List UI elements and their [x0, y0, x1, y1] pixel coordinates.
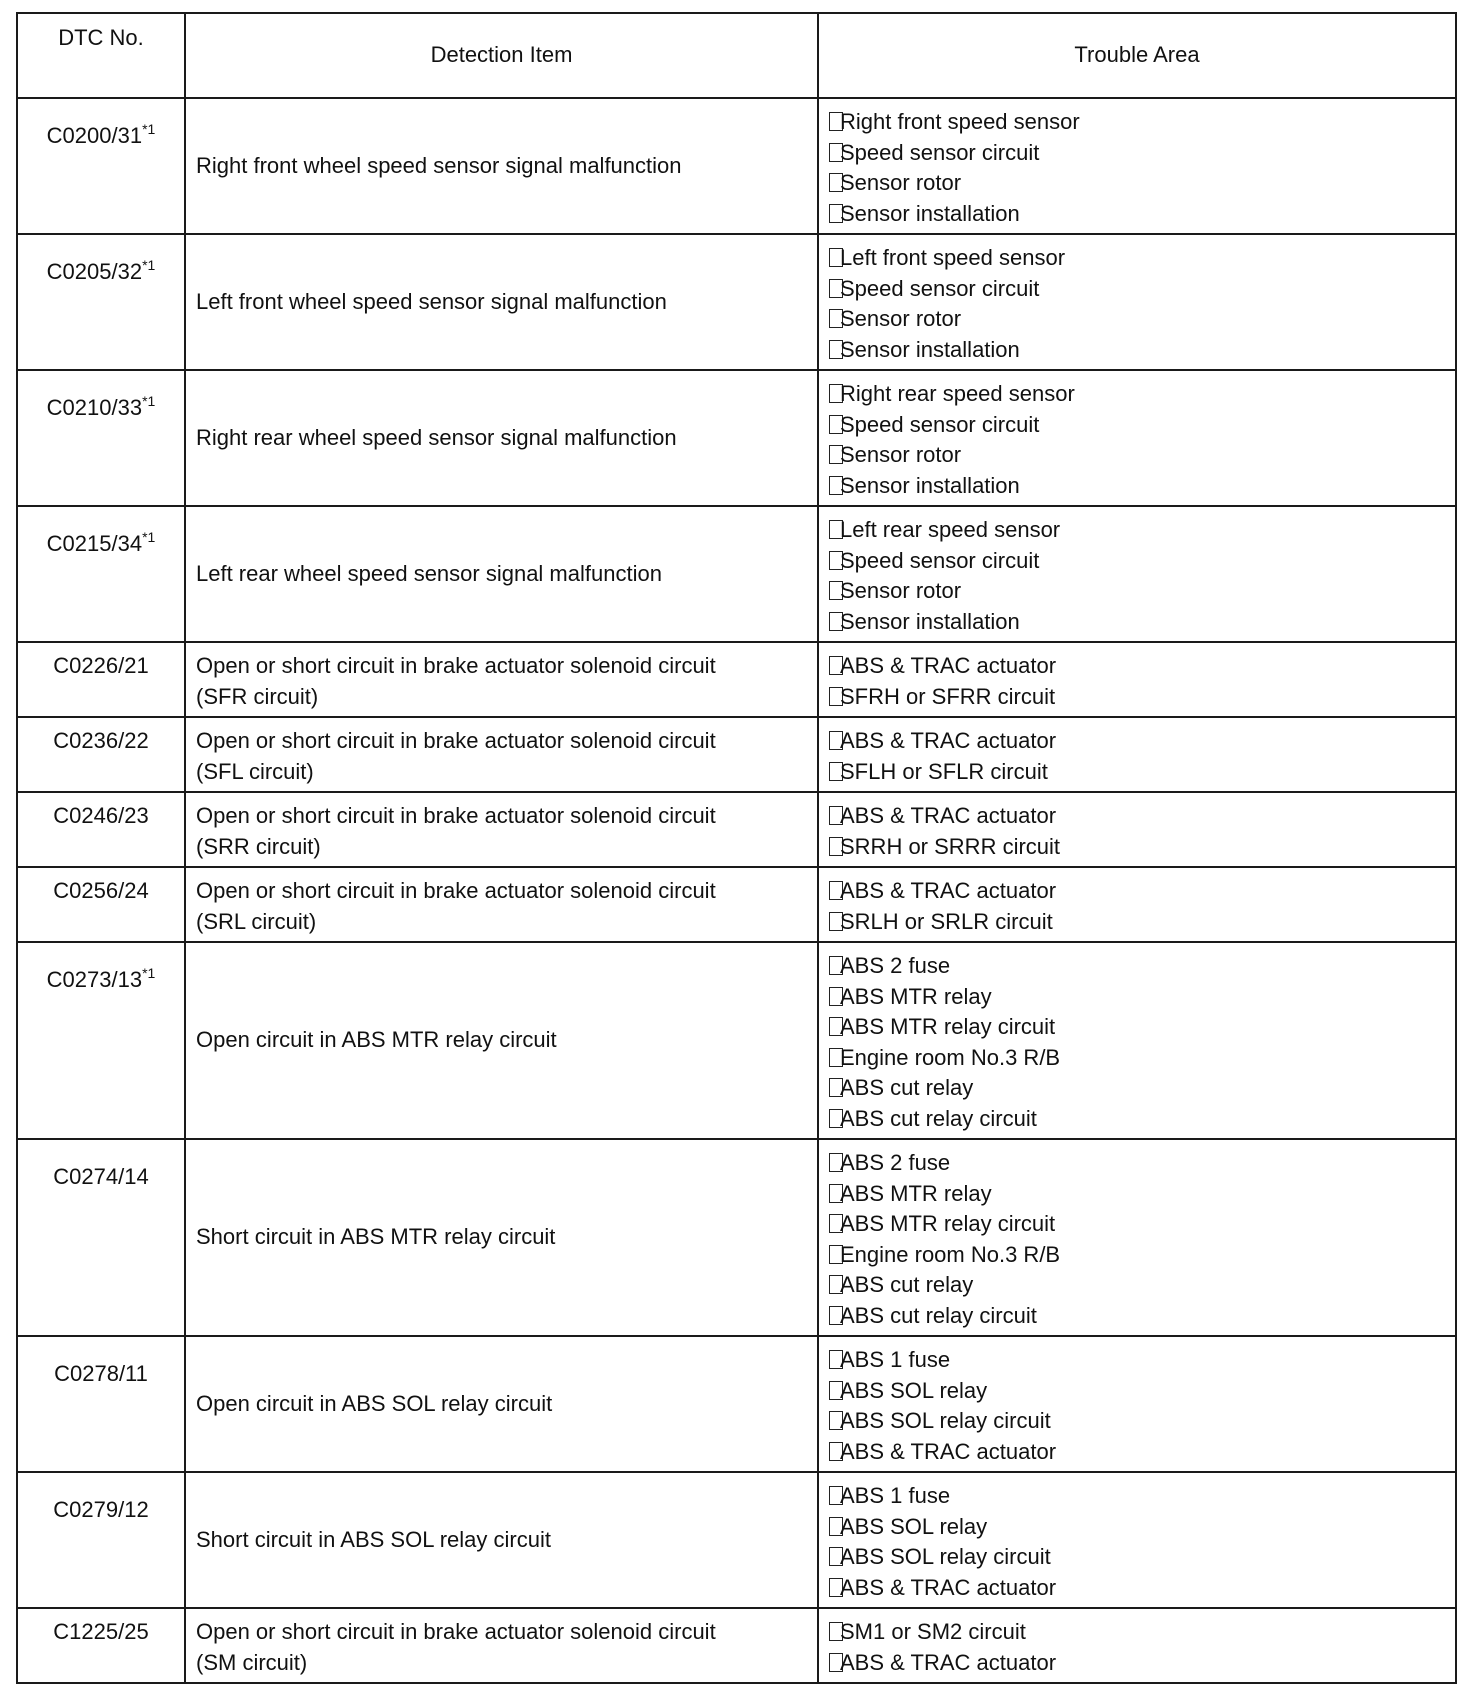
dtc-cell — [17, 717, 185, 792]
dtc-code: C0215/34 — [46, 531, 143, 556]
trouble-area-item — [829, 1240, 1445, 1271]
trouble-area-text: ABS SOL relay circuit — [840, 1408, 1051, 1433]
dtc-cell — [17, 1608, 185, 1683]
trouble-area-cell — [818, 942, 1456, 1139]
trouble-area-cell — [818, 717, 1456, 792]
dtc-table — [16, 12, 1457, 1684]
detection-item-cell — [185, 867, 818, 942]
trouble-area-item — [829, 682, 1445, 713]
trouble-area-text: Sensor rotor — [840, 306, 962, 331]
trouble-area-text: Engine room No.3 R/B — [840, 1241, 1061, 1267]
trouble-area-item — [829, 1542, 1445, 1573]
trouble-area-text: Right rear speed sensor — [840, 381, 1075, 406]
trouble-area-item — [829, 607, 1445, 638]
dtc-footnote-mark: *1 — [142, 393, 156, 409]
trouble-area-text: Sensor installation — [840, 336, 1020, 362]
trouble-area-text: ABS 1 fuse — [840, 1347, 951, 1372]
table-header-row — [17, 13, 1456, 98]
trouble-area-text: ABS cut relay — [840, 1075, 974, 1100]
trouble-area-item — [829, 1148, 1445, 1179]
table-row — [17, 792, 1456, 867]
trouble-area-text: ABS & TRAC actuator — [840, 1438, 1057, 1464]
detection-item-text: Open or short circuit in brake actuator solenoid circuit — [196, 653, 716, 678]
dtc-code: C0274/14 — [53, 1164, 149, 1189]
detection-item-cell — [185, 506, 818, 642]
trouble-area-text: ABS SOL relay circuit — [840, 1544, 1051, 1569]
trouble-area-text: SFLH or SFLR circuit — [840, 758, 1048, 784]
trouble-area-cell — [818, 867, 1456, 942]
dtc-code: C0200/31 — [46, 123, 143, 148]
detection-item-text: (SRR circuit) — [196, 833, 321, 859]
detection-item-cell — [185, 1336, 818, 1472]
detection-item-text: Open or short circuit in brake actuator solenoid circuit — [196, 803, 716, 828]
table-row — [17, 1608, 1456, 1683]
dtc-code: C0205/32 — [46, 259, 143, 284]
detection-item-text: (SM circuit) — [196, 1649, 308, 1675]
trouble-area-item — [829, 515, 1445, 546]
detection-item-text: (SFL circuit) — [196, 758, 314, 784]
detection-item-text: Open circuit in ABS SOL relay circuit — [196, 1390, 553, 1416]
trouble-area-item — [829, 1104, 1445, 1135]
trouble-area-item — [829, 1437, 1445, 1468]
detection-item-cell — [185, 98, 818, 234]
trouble-area-cell — [818, 506, 1456, 642]
detection-item-cell — [185, 1139, 818, 1336]
trouble-area-item — [829, 801, 1445, 832]
trouble-area-item — [829, 757, 1445, 788]
dtc-cell — [17, 234, 185, 370]
trouble-area-item — [829, 832, 1445, 863]
trouble-area-item — [829, 274, 1445, 305]
dtc-cell — [17, 867, 185, 942]
trouble-area-text: Sensor rotor — [840, 442, 962, 467]
detection-item-text: Right front wheel speed sensor signal malfunction — [196, 152, 682, 178]
trouble-area-text: SM1 or SM2 circuit — [840, 1619, 1026, 1644]
trouble-area-cell — [818, 234, 1456, 370]
table-row — [17, 1336, 1456, 1472]
trouble-area-item — [829, 1012, 1445, 1043]
trouble-area-item — [829, 1301, 1445, 1332]
trouble-area-item — [829, 199, 1445, 230]
trouble-area-item — [829, 335, 1445, 366]
dtc-code: C0236/22 — [53, 728, 149, 753]
detection-item-text: Short circuit in ABS SOL relay circuit — [196, 1526, 551, 1552]
dtc-cell — [17, 942, 185, 1139]
trouble-area-text: ABS 2 fuse — [840, 1150, 951, 1175]
trouble-area-item — [829, 107, 1445, 138]
trouble-area-item — [829, 440, 1445, 471]
header-detection-item: Detection Item — [185, 13, 818, 98]
trouble-area-item — [829, 726, 1445, 757]
detection-item-cell — [185, 1472, 818, 1608]
dtc-code: C0278/11 — [54, 1361, 148, 1386]
trouble-area-item — [829, 982, 1445, 1013]
trouble-area-item — [829, 379, 1445, 410]
dtc-cell — [17, 642, 185, 717]
trouble-area-item — [829, 138, 1445, 169]
detection-item-text: Open or short circuit in brake actuator solenoid circuit — [196, 728, 716, 753]
trouble-area-item — [829, 576, 1445, 607]
trouble-area-text: SFRH or SFRR circuit — [840, 683, 1056, 709]
trouble-area-item — [829, 1376, 1445, 1407]
table-row — [17, 1472, 1456, 1608]
trouble-area-item — [829, 876, 1445, 907]
detection-item-text: Open or short circuit in brake actuator solenoid circuit — [196, 1619, 716, 1644]
detection-item-text: Open circuit in ABS MTR relay circuit — [196, 1027, 557, 1053]
trouble-area-text: SRRH or SRRR circuit — [840, 833, 1061, 859]
trouble-area-text: ABS & TRAC actuator — [840, 878, 1057, 903]
trouble-area-item — [829, 1512, 1445, 1543]
dtc-footnote-mark: *1 — [142, 257, 156, 273]
trouble-area-text: Speed sensor circuit — [840, 411, 1040, 437]
table-row — [17, 506, 1456, 642]
trouble-area-item — [829, 1481, 1445, 1512]
table-row — [17, 234, 1456, 370]
trouble-area-text: Speed sensor circuit — [840, 139, 1040, 165]
detection-item-text: (SRL circuit) — [196, 908, 317, 934]
table-row — [17, 98, 1456, 234]
dtc-code: C1225/25 — [53, 1619, 149, 1644]
trouble-area-text: ABS MTR relay circuit — [840, 1014, 1056, 1039]
detection-item-cell — [185, 792, 818, 867]
dtc-footnote-mark: *1 — [142, 121, 156, 137]
trouble-area-text: Sensor installation — [840, 608, 1020, 634]
trouble-area-text: ABS & TRAC actuator — [840, 653, 1057, 678]
dtc-code: C0226/21 — [53, 653, 149, 678]
trouble-area-text: ABS & TRAC actuator — [840, 728, 1057, 753]
detection-item-cell — [185, 234, 818, 370]
trouble-area-cell — [818, 642, 1456, 717]
trouble-area-cell — [818, 1139, 1456, 1336]
trouble-area-item — [829, 907, 1445, 938]
trouble-area-text: Sensor rotor — [840, 578, 962, 603]
dtc-cell — [17, 1139, 185, 1336]
dtc-cell — [17, 370, 185, 506]
trouble-area-text: Engine room No.3 R/B — [840, 1044, 1061, 1070]
trouble-area-text: ABS & TRAC actuator — [840, 1649, 1057, 1675]
detection-item-text: Left rear wheel speed sensor signal malfunction — [196, 560, 662, 586]
header-dtc-no: DTC No. — [17, 13, 185, 98]
trouble-area-item — [829, 304, 1445, 335]
table-row — [17, 642, 1456, 717]
detection-item-cell — [185, 1608, 818, 1683]
trouble-area-text: Sensor rotor — [840, 170, 962, 195]
trouble-area-cell — [818, 1608, 1456, 1683]
trouble-area-text: ABS 1 fuse — [840, 1483, 951, 1508]
dtc-cell — [17, 792, 185, 867]
trouble-area-text: ABS MTR relay circuit — [840, 1211, 1056, 1236]
trouble-area-item — [829, 951, 1445, 982]
trouble-area-text: ABS cut relay circuit — [840, 1302, 1037, 1328]
dtc-code: C0210/33 — [46, 395, 143, 420]
trouble-area-item — [829, 1345, 1445, 1376]
trouble-area-text: ABS 2 fuse — [840, 953, 951, 978]
trouble-area-cell — [818, 98, 1456, 234]
trouble-area-cell — [818, 370, 1456, 506]
table-row — [17, 942, 1456, 1139]
trouble-area-text: ABS MTR relay — [840, 1180, 992, 1206]
trouble-area-text: ABS & TRAC actuator — [840, 1574, 1057, 1600]
detection-item-text: Right rear wheel speed sensor signal malfunction — [196, 424, 677, 450]
detection-item-text: Short circuit in ABS MTR relay circuit — [196, 1224, 556, 1250]
trouble-area-item — [829, 1073, 1445, 1104]
trouble-area-item — [829, 243, 1445, 274]
dtc-code: C0256/24 — [53, 878, 149, 903]
table-row — [17, 867, 1456, 942]
trouble-area-item — [829, 546, 1445, 577]
trouble-area-cell — [818, 792, 1456, 867]
table-row — [17, 1139, 1456, 1336]
trouble-area-text: Speed sensor circuit — [840, 275, 1040, 301]
trouble-area-text: SRLH or SRLR circuit — [840, 908, 1053, 934]
trouble-area-item — [829, 1648, 1445, 1679]
trouble-area-item — [829, 471, 1445, 502]
detection-item-text: Left front wheel speed sensor signal malfunction — [196, 288, 667, 314]
dtc-code: C0279/12 — [53, 1497, 149, 1522]
trouble-area-text: ABS SOL relay — [840, 1377, 988, 1403]
trouble-area-item — [829, 1406, 1445, 1437]
dtc-cell — [17, 1336, 185, 1472]
dtc-cell — [17, 98, 185, 234]
trouble-area-item — [829, 1043, 1445, 1074]
dtc-code: C0273/13 — [46, 967, 143, 992]
trouble-area-cell — [818, 1472, 1456, 1608]
trouble-area-item — [829, 1573, 1445, 1604]
trouble-area-item — [829, 410, 1445, 441]
header-trouble-area: Trouble Area — [818, 13, 1456, 98]
dtc-footnote-mark: *1 — [142, 529, 156, 545]
detection-item-cell — [185, 370, 818, 506]
dtc-cell — [17, 506, 185, 642]
table-body — [17, 98, 1456, 1683]
trouble-area-text: Sensor installation — [840, 200, 1020, 226]
trouble-area-item — [829, 1270, 1445, 1301]
trouble-area-text: Right front speed sensor — [840, 109, 1080, 134]
trouble-area-text: Speed sensor circuit — [840, 547, 1040, 573]
detection-item-text: Open or short circuit in brake actuator solenoid circuit — [196, 878, 716, 903]
trouble-area-cell — [818, 1336, 1456, 1472]
dtc-cell — [17, 1472, 185, 1608]
table-row — [17, 370, 1456, 506]
trouble-area-text: ABS cut relay — [840, 1272, 974, 1297]
trouble-area-item — [829, 1179, 1445, 1210]
detection-item-cell — [185, 942, 818, 1139]
detection-item-cell — [185, 717, 818, 792]
trouble-area-text: Left front speed sensor — [840, 245, 1066, 270]
trouble-area-text: ABS cut relay circuit — [840, 1105, 1037, 1131]
trouble-area-text: ABS MTR relay — [840, 983, 992, 1009]
trouble-area-text: ABS & TRAC actuator — [840, 803, 1057, 828]
trouble-area-item — [829, 1617, 1445, 1648]
trouble-area-item — [829, 168, 1445, 199]
dtc-code: C0246/23 — [53, 803, 149, 828]
trouble-area-text: ABS SOL relay — [840, 1513, 988, 1539]
trouble-area-item — [829, 1209, 1445, 1240]
detection-item-text: (SFR circuit) — [196, 683, 319, 709]
trouble-area-text: Sensor installation — [840, 472, 1020, 498]
trouble-area-text: Left rear speed sensor — [840, 517, 1061, 542]
dtc-footnote-mark: *1 — [142, 965, 156, 981]
trouble-area-item — [829, 651, 1445, 682]
table-row — [17, 717, 1456, 792]
detection-item-cell — [185, 642, 818, 717]
